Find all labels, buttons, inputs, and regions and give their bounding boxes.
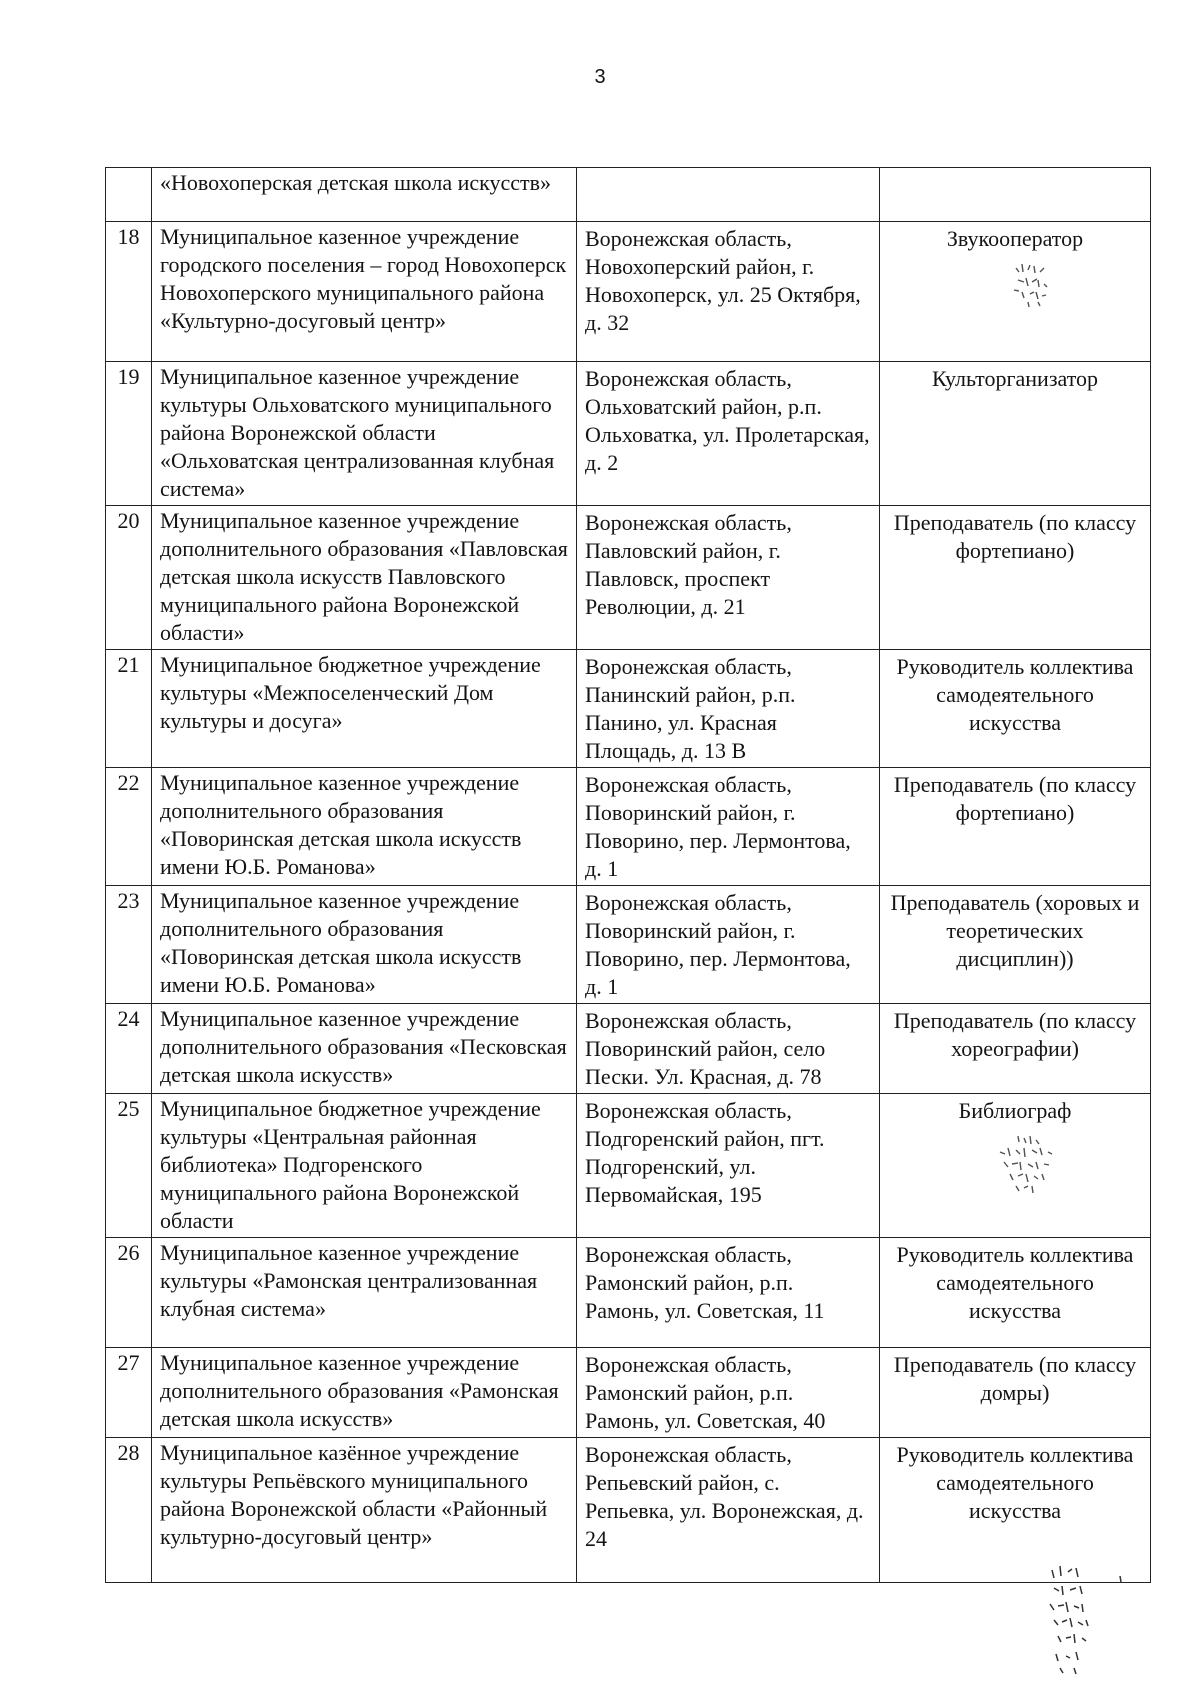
address-cell: Воронежская область, Новохоперский район, г. Новохоперск, ул. 25 Октября, д. 32 [577,222,880,362]
signature-mark [990,1132,1060,1200]
organization-cell: Муниципальное казенное учреждение дополнительного образования «Поворинская детская школа искусств имени Ю.Б. Романова» [152,768,577,886]
address-cell: Воронежская область, Поворинский район, г. Поворино, пер. Лермонтова, д. 1 [577,886,880,1004]
table-row [106,1004,1151,1094]
table-row [106,222,1151,362]
table-row [106,886,1151,1004]
row-number: 19 [106,362,152,506]
address-cell [577,168,880,222]
organization-cell: Муниципальное казённое учреждение культуры Репьёвского муниципального района Воронежской области «Районный культурно-досуговый центр» [152,1438,577,1583]
position-cell: Преподаватель (хоровых и теоретических дисциплин)) [880,886,1151,1004]
table-row [106,1094,1151,1238]
address-cell: Воронежская область, Репьевский район, с. Репьевка, ул. Воронежская, д. 24 [577,1438,880,1583]
address-cell: Воронежская область, Поворинский район, г. Поворино, пер. Лермонтова, д. 1 [577,768,880,886]
page-number: 3 [594,66,606,88]
table-row [106,1348,1151,1438]
address-cell: Воронежская область, Рамонский район, р.п. Рамонь, ул. Советская, 40 [577,1348,880,1438]
signature-mark [1040,1560,1130,1680]
organization-cell: Муниципальное казенное учреждение дополнительного образования «Поворинская детская школа искусств имени Ю.Б. Романова» [152,886,577,1004]
organization-cell: Муниципальное казенное учреждение дополнительного образования «Песковская детская школа искусств» [152,1004,577,1094]
address-cell: Воронежская область, Поворинский район, село Пески. Ул. Красная, д. 78 [577,1004,880,1094]
row-number [106,168,152,222]
organization-cell: Муниципальное казенное учреждение городского поселения – город Новохоперск Новохоперского муниципального района «Культурно-досуговый центр» [152,222,577,362]
row-number: 26 [106,1238,152,1348]
organization-cell: «Новохоперская детская школа искусств» [152,168,577,222]
row-number: 20 [106,506,152,650]
organization-cell: Муниципальное казенное учреждение дополнительного образования «Рамонская детская школа искусств» [152,1348,577,1438]
position-cell: Руководитель коллектива самодеятельного искусства [880,1438,1151,1583]
row-number: 28 [106,1438,152,1583]
position-cell [880,168,1151,222]
address-cell: Воронежская область, Рамонский район, р.п. Рамонь, ул. Советская, 11 [577,1238,880,1348]
table-row [106,1438,1151,1583]
position-cell: Преподаватель (по классу домры) [880,1348,1151,1438]
position-cell: Преподаватель (по классу фортепиано) [880,768,1151,886]
row-number: 25 [106,1094,152,1238]
position-text: Звукооператор [946,226,1084,251]
position-cell [880,222,1151,362]
position-cell: Руководитель коллектива самодеятельного искусства [880,650,1151,768]
row-number: 22 [106,768,152,886]
organization-cell: Муниципальное казенное учреждение культуры «Рамонская централизованная клубная система» [152,1238,577,1348]
row-number: 18 [106,222,152,362]
position-cell: Культорганизатор [880,362,1151,506]
institutions-table [105,167,1151,1583]
organization-cell: Муниципальное бюджетное учреждение культуры «Межпоселенческий Дом культуры и досуга» [152,650,577,768]
position-text: Библиограф [958,1098,1072,1123]
position-cell: Преподаватель (по классу хореографии) [880,1004,1151,1094]
address-cell: Воронежская область, Ольховатский район, р.п. Ольховатка, ул. Пролетарская, д. 2 [577,362,880,506]
position-cell: Руководитель коллектива самодеятельного искусства [880,1238,1151,1348]
address-cell: Воронежская область, Подгоренский район, пгт. Подгоренский, ул. Первомайская, 195 [577,1094,880,1238]
row-number: 27 [106,1348,152,1438]
position-cell [880,1094,1151,1238]
organization-cell: Муниципальное бюджетное учреждение культуры «Центральная районная библиотека» Подгоренского муниципального района Воронежской области [152,1094,577,1238]
signature-mark [1008,258,1054,308]
row-number: 23 [106,886,152,1004]
table-row-continuation [106,168,1151,222]
organization-cell: Муниципальное казенное учреждение дополнительного образования «Павловская детская школа искусств Павловского муниципального района Воронежской области» [152,506,577,650]
row-number: 24 [106,1004,152,1094]
address-cell: Воронежская область, Павловский район, г. Павловск, проспект Революции, д. 21 [577,506,880,650]
table-row [106,1238,1151,1348]
address-cell: Воронежская область, Панинский район, р.п. Панино, ул. Красная Площадь, д. 13 В [577,650,880,768]
table-row [106,768,1151,886]
table-row [106,506,1151,650]
table-row [106,362,1151,506]
organization-cell: Муниципальное казенное учреждение культуры Ольховатского муниципального района Воронежской области «Ольховатская централизованная клубная система» [152,362,577,506]
row-number: 21 [106,650,152,768]
table-row [106,650,1151,768]
position-cell: Преподаватель (по классу фортепиано) [880,506,1151,650]
